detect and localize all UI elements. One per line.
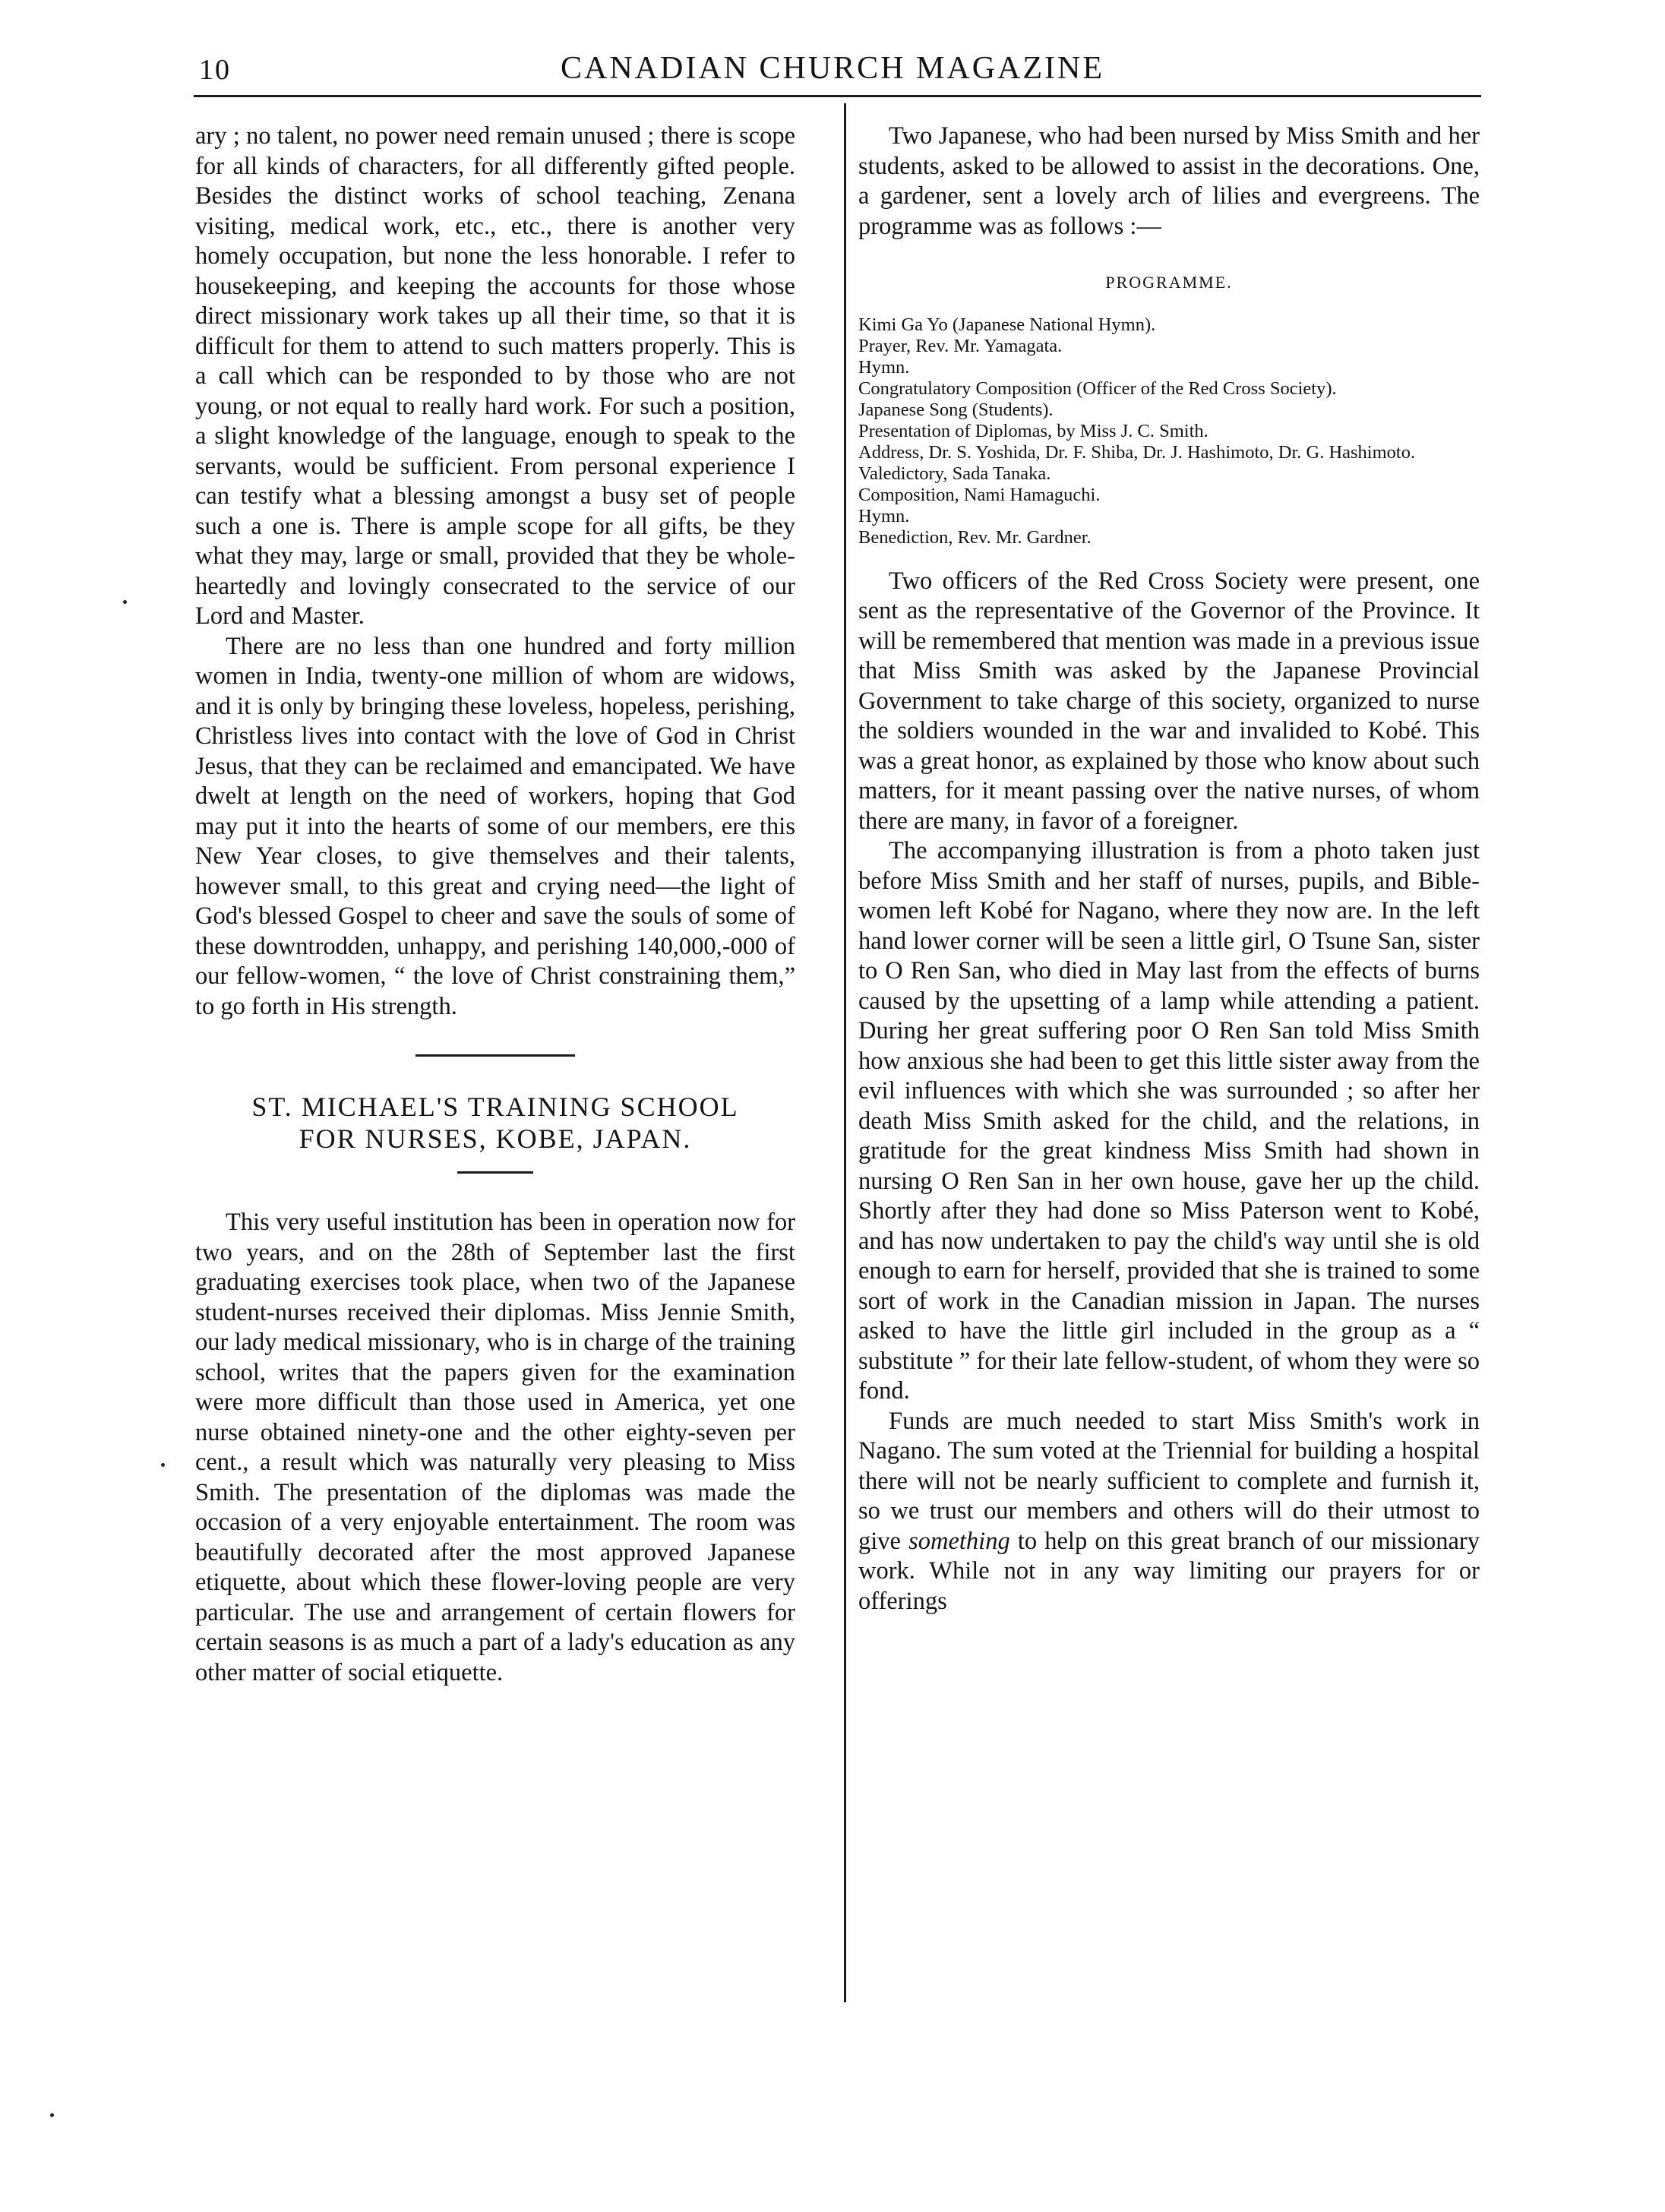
programme-list — [858, 314, 1480, 548]
column-divider — [844, 103, 846, 2002]
programme-item: Prayer, Rev. Mr. Yamagata. — [858, 335, 1063, 356]
programme-item: Composition, Nami Hamaguchi. — [858, 484, 1101, 505]
programme-item: Valedictory, Sada Tanaka. — [858, 463, 1051, 484]
programme-item: Kimi Ga Yo (Japanese National Hymn). — [858, 314, 1156, 335]
text-run: Funds are much needed to start Miss Smith's work in Nagano. The sum voted at the Triennial for building a hospital there will not be nearly sufficient to complete and furnish it, so we trust our members and others will do their utmost to give — [858, 1407, 1480, 1555]
programme-item: Presentation of Diplomas, by Miss J. C. Smith. — [858, 420, 1208, 441]
programme-item: Benediction, Rev. Mr. Gardner. — [858, 526, 1092, 548]
running-head-title: CANADIAN CHURCH MAGAZINE — [561, 51, 1104, 86]
programme-item: Hymn. — [858, 356, 910, 378]
section-divider — [415, 1054, 575, 1057]
paragraph: There are no less than one hundred and forty million women in India, twenty-one million of whom are widows, and it is only by bringing these loveless, hopeless, perishing, Christless lives into contact with the love of God in Christ Jesus, that they can be reclaimed and emancipated. We have dwelt at length on the need of workers, hoping that God may put it into the hearts of some of our members, ere this New Year closes, to give themselves and their talents, however small, to this great and crying need—the light of God's blessed Gospel to cheer and save the souls of some of these downtrodden, unhappy, and perishing 140,000,-000 of our fellow-women, “ the love of Christ constraining them,” to go forth in His strength. — [195, 632, 795, 1020]
programme-item: Japanese Song (Students). — [858, 399, 1054, 420]
left-column — [195, 122, 795, 1688]
right-column — [858, 122, 1480, 1616]
programme-item: Address, Dr. S. Yoshida, Dr. F. Shiba, Dr. J. Hashimoto, Dr. G. Hashimoto. — [858, 441, 1416, 463]
paragraph: This very useful institution has been in operation now for two years, and on the 28th of September last the first graduating exercises took place, when two of the Japanese student-nurses received their diplomas. Miss Jennie Smith, our lady medical missionary, who is in charge of the training school, writes that the papers given for the examination were more difficult than those used in America, yet one nurse obtained ninety-one and the other eighty-seven per cent., a result which was naturally very pleasing to Miss Smith. The presentation of the diplomas was made the occasion of a very enjoyable entertainment. The room was beautifully decorated after the most approved Japanese etiquette, about which these flower-loving people are very particular. The use and arrangement of certain flowers for certain seasons is as much a part of a lady's education as any other matter of social etiquette. — [195, 1209, 795, 1686]
scan-speck — [161, 1463, 165, 1467]
emphasized-word: something — [908, 1527, 1010, 1555]
paragraph: ary ; no talent, no power need remain unused ; there is scope for all kinds of characters, for all differently gifted people. Besides the distinct works of school teaching, Zenana visiting, medical work, etc., etc., there is another very homely occupation, but none the less honorable. I refer to housekeeping, and keeping the accounts for those whose direct missionary work takes up all their time, so that it is difficult for them to attend to such matters properly. This is a call which can be responded to by those who are not young, or not equal to really hard work. For such a position, a slight knowledge of the language, enough to speak to the servants, would be sufficient. From personal experience I can testify what a blessing amongst a busy set of people such a one is. There is ample scope for all gifts, be they what they may, large or small, provided that they be whole-heartedly and lovingly consecrated to the service of our Lord and Master. — [195, 122, 795, 630]
section-divider — [457, 1171, 533, 1174]
programme-item: Hymn. — [858, 505, 910, 526]
text-run: to help on this great branch of our missionary work. While not in any way limiting our prayers for or offerings — [858, 1527, 1480, 1615]
section-title-line: ST. MICHAEL'S TRAINING SCHOOL — [251, 1092, 739, 1122]
programme-item: Congratulatory Composition (Officer of the Red Cross Society). — [858, 378, 1337, 399]
header-rule — [194, 95, 1481, 97]
paragraph — [858, 1407, 1480, 1617]
section-title — [195, 1091, 795, 1155]
section-title-line: FOR NURSES, KOBE, JAPAN. — [299, 1123, 692, 1154]
scan-speck — [123, 600, 127, 604]
scan-speck — [50, 2113, 54, 2117]
programme-heading: PROGRAMME. — [1105, 273, 1233, 292]
page-number: 10 — [199, 54, 231, 86]
paragraph: Two officers of the Red Cross Society were present, one sent as the representative of the Governor of the Province. It will be remembered that mention was made in a previous issue that Miss Smith was asked by the Japanese Provincial Government to take charge of this society, organized to nurse the soldiers wounded in the war and invalided to Kobé. This was a great honor, as explained by those who know about such matters, for it meant passing over the native nurses, of whom there are many, in favor of a foreigner. — [858, 567, 1480, 835]
paragraph: Two Japanese, who had been nursed by Miss Smith and her students, asked to be allowed to assist in the decorations. One, a gardener, sent a lovely arch of lilies and evergreens. The programme was as follows :— — [858, 122, 1480, 240]
paragraph: The accompanying illustration is from a photo taken just before Miss Smith and her staff of nurses, pupils, and Bible-women left Kobé for Nagano, where they now are. In the left hand lower corner will be seen a little girl, O Tsune San, sister to O Ren San, who died in May last from the effects of burns caused by the upsetting of a lamp while attending a patient. During her great suffering poor O Ren San told Miss Smith how anxious she had been to get this little sister away from the evil influences with which she was surrounded ; so after her death Miss Smith asked for the child, and the relations, in gratitude for the great kindness Miss Smith had shown in nursing O Ren San in her own house, gave her up the child. Shortly after they had done so Miss Paterson went to Kobé, and has now undertaken to pay the child's way until she is old enough to earn for herself, provided that she is trained to some sort of work in the Canadian mission in Japan. The nurses asked to have the little girl included in the group as a “ substitute ” for their late fellow-student, of whom they were so fond. — [858, 837, 1480, 1405]
